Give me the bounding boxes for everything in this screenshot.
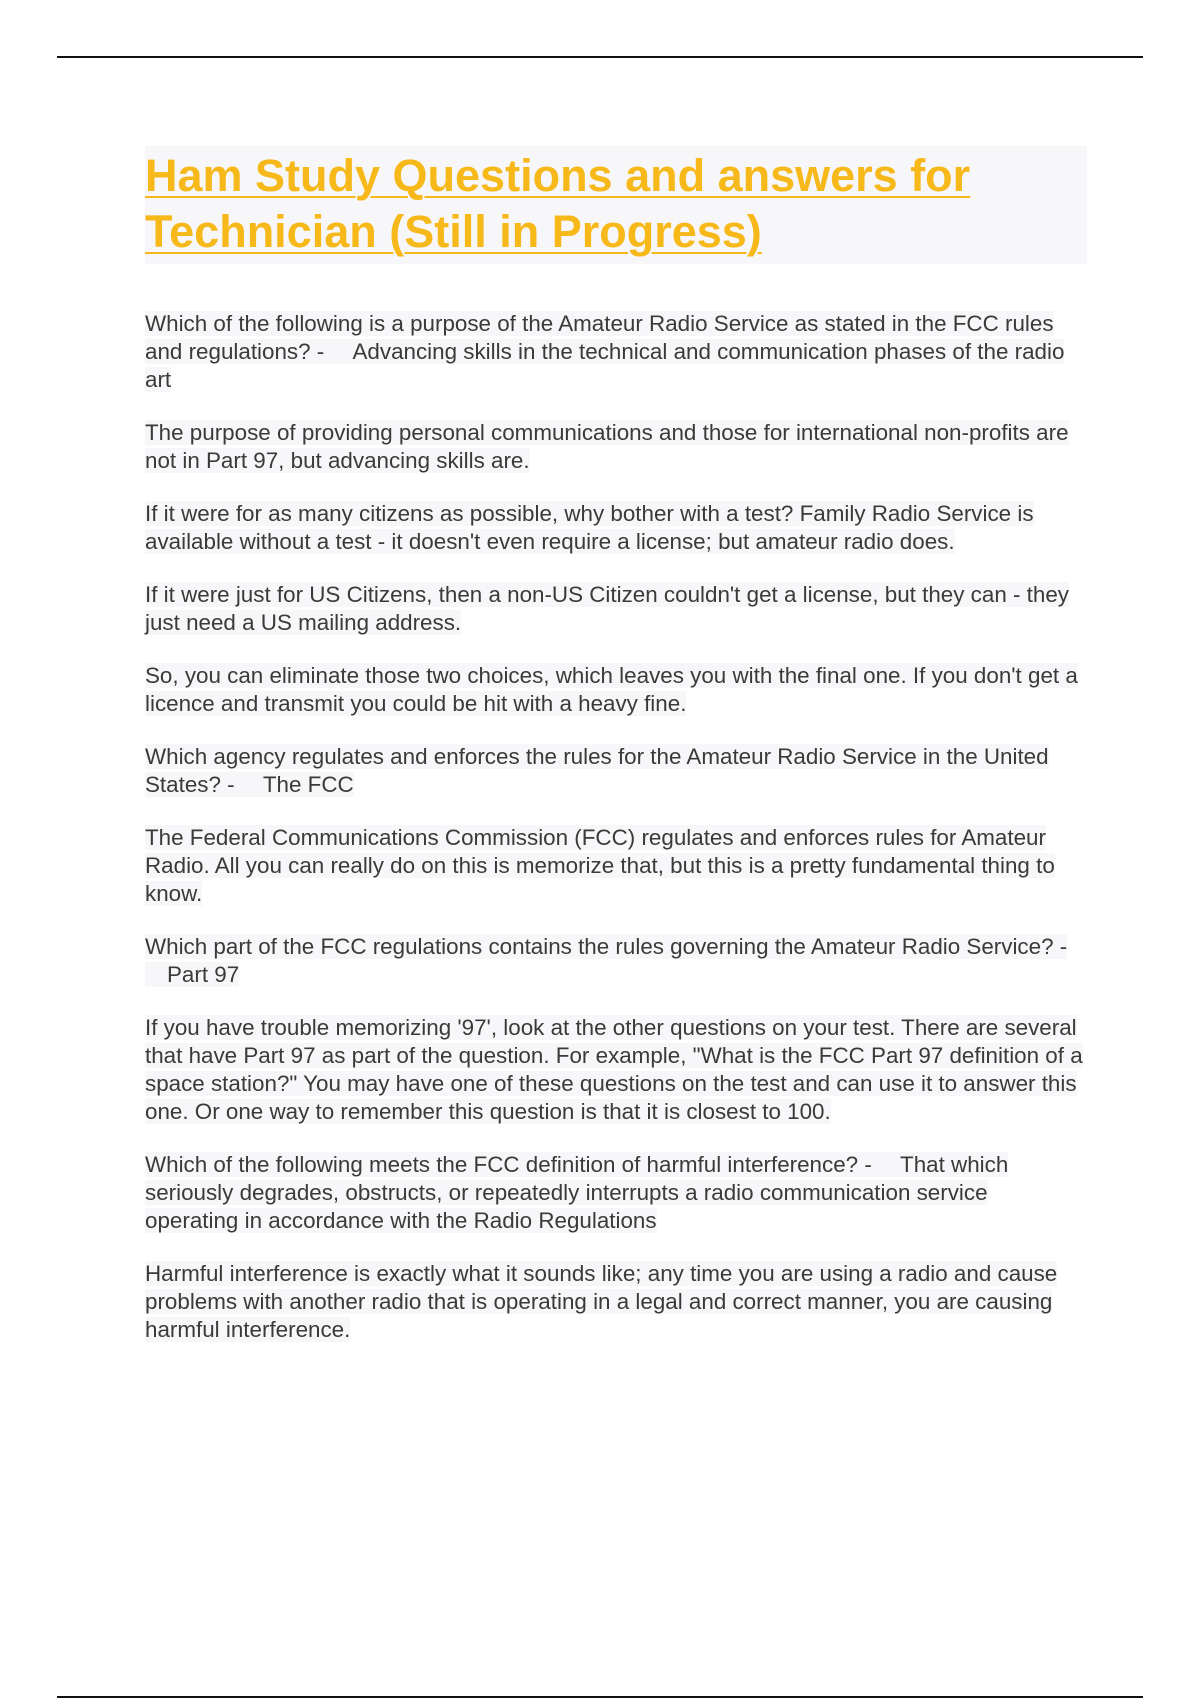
answer-text: Part 97 [167, 962, 240, 987]
explanation-paragraph [145, 1260, 1087, 1344]
explanation-paragraph [145, 1014, 1087, 1126]
explanation-text: The Federal Communications Commission (FCC) regulates and enforces rules for Amateur Radio. All you can really do on this is memorize that, but this is a pretty fundamental thing to know. [145, 825, 1055, 906]
question-text: Which of the following is a purpose of the Amateur Radio Service as stated in the FCC rules and regulations? - [145, 311, 1054, 364]
qa-entry [145, 310, 1087, 394]
document-title: Ham Study Questions and answers for Technician (Still in Progress) [145, 150, 971, 257]
explanation-paragraph [145, 662, 1087, 718]
explanation-text: If it were just for US Citizens, then a non-US Citizen couldn't get a license, but they can - they just need a US mailing address. [145, 582, 1069, 635]
explanation-text: If it were for as many citizens as possible, why bother with a test? Family Radio Service is available without a test - it doesn't even require a license; but amateur radio does. [145, 501, 1034, 554]
qa-entry [145, 933, 1087, 989]
title-block [145, 146, 1087, 264]
explanation-text: So, you can eliminate those two choices, which leaves you with the final one. If you don't get a licence and transmit you could be hit with a heavy fine. [145, 663, 1078, 716]
answer-text: The FCC [262, 772, 354, 797]
explanation-paragraph [145, 500, 1087, 556]
explanation-paragraph [145, 581, 1087, 637]
explanation-text: Harmful interference is exactly what it sounds like; any time you are using a radio and cause problems with another radio that is operating in a legal and correct manner, you are causing harmful interference. [145, 1261, 1058, 1342]
bottom-rule [57, 1696, 1143, 1698]
explanation-paragraph [145, 419, 1087, 475]
explanation-text: If you have trouble memorizing '97', look at the other questions on your test. There are several that have Part 97 as part of the question. For example, "What is the FCC Part 97 definition of a space station?" You may have one of these questions on the test and can use it to answer this one. Or one way to remember this question is that it is closest to 100. [145, 1015, 1083, 1124]
explanation-text: The purpose of providing personal communications and those for international non-profits are not in Part 97, but advancing skills are. [145, 420, 1069, 473]
qa-entry [145, 743, 1087, 799]
question-text: Which agency regulates and enforces the rules for the Amateur Radio Service in the United States? - [145, 744, 1049, 797]
question-text: Which of the following meets the FCC definition of harmful interference? - [145, 1152, 872, 1177]
explanation-paragraph [145, 824, 1087, 908]
question-text: Which part of the FCC regulations contains the rules governing the Amateur Radio Service? - [145, 934, 1068, 959]
answer-text: That which seriously degrades, obstructs, or repeatedly interrupts a radio communication service operating in accordance with the Radio Regulations [145, 1152, 1009, 1233]
answer-text: Advancing skills in the technical and communication phases of the radio art [145, 339, 1065, 392]
document-page [145, 146, 1087, 1369]
top-rule [57, 56, 1143, 58]
qa-entry [145, 1151, 1087, 1235]
